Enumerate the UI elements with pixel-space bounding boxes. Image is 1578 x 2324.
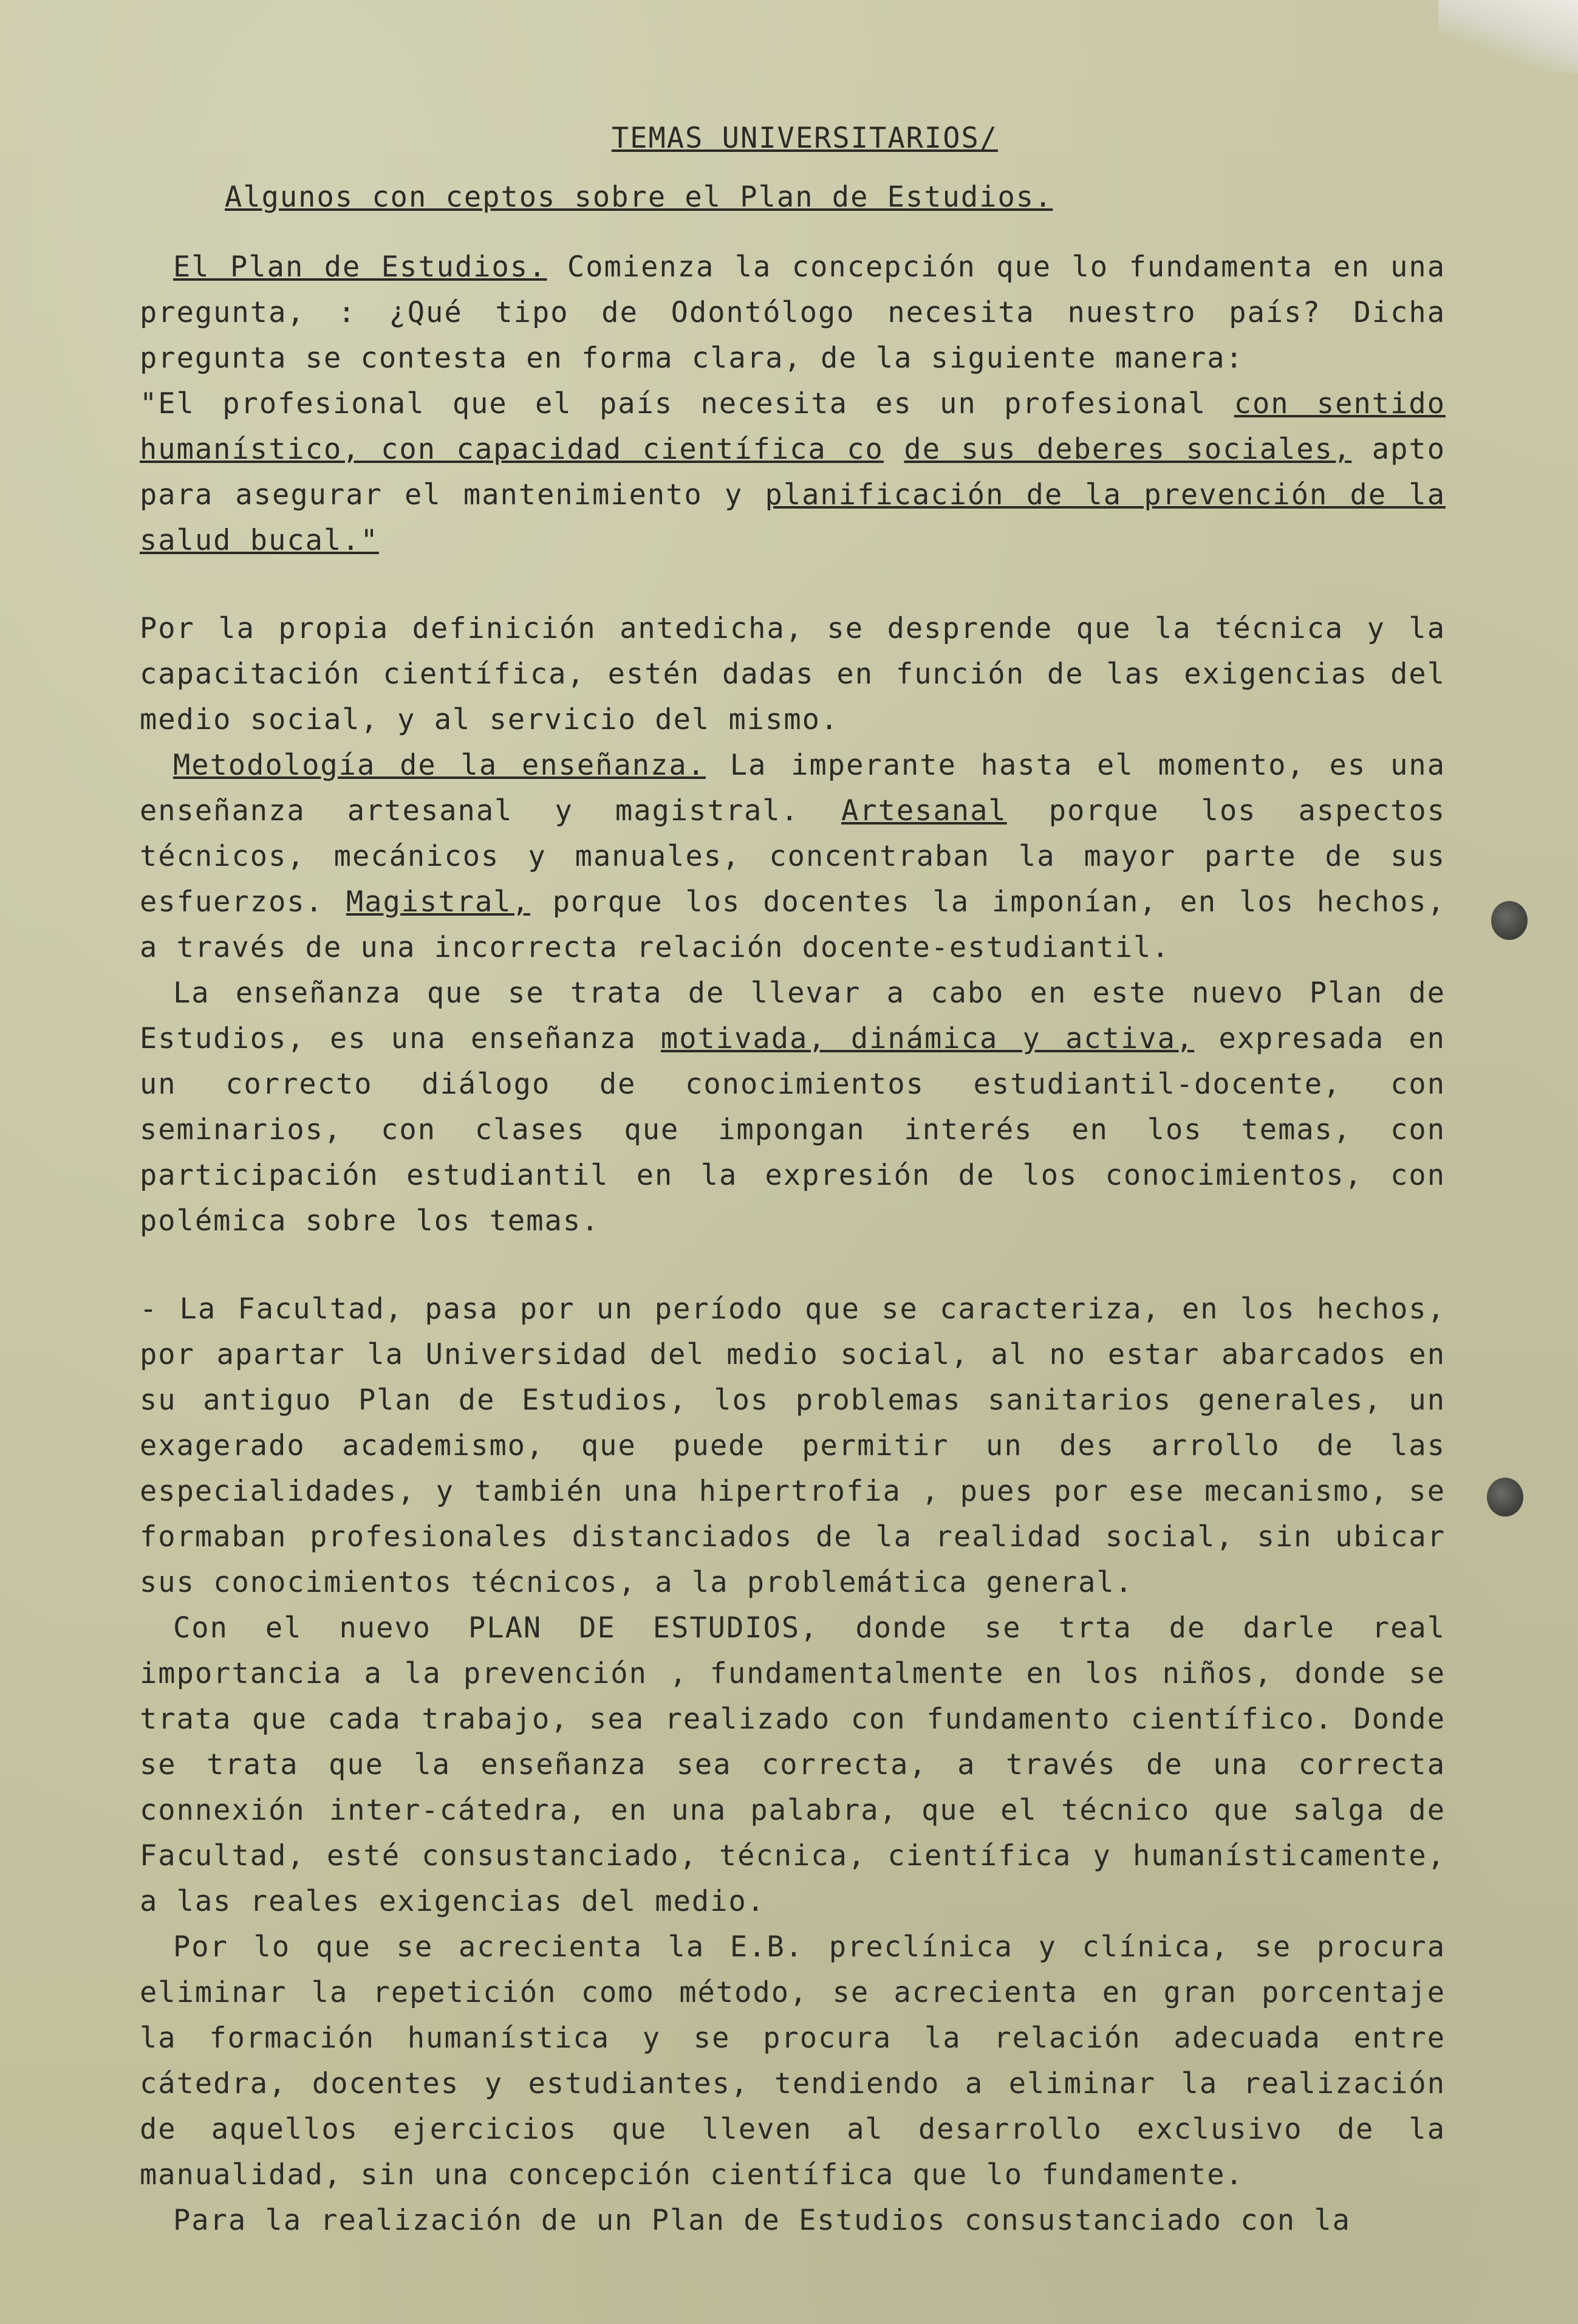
- section-heading-metodologia: Metodología de la enseñanza.: [173, 749, 706, 782]
- punch-hole-lower: [1487, 1478, 1523, 1517]
- paragraph-gap: [140, 1244, 1446, 1286]
- paragraph-acrecienta: Por lo que se acrecienta la E.B. preclínica y clínica, se procura eliminar la repetición como método, se acrecienta en gran porcentaje la formación humanística y se procura la relación adecuada entre cátedra, docentes y estudiantes, tendiendo a eliminar la realización de aquellos ejercicios que lleven al desarrollo exclusivo de la manualidad, sin una concepción científica que lo fundamente.: [140, 1930, 1446, 2192]
- quote-gap: [884, 433, 904, 466]
- paragraph-facultad: - La Facultad, pasa por un período que se caracteriza, en los hechos, por apartar la Universidad del medio social, al no estar abarcados en su antiguo Plan de Estudios, los problemas sanitarios generales, un exagerado academismo, que puede permitir un des arrollo de las especialidades, y también una hipertrofia , pues por ese mecanismo, se formaban profesionales distanciados de la realidad social, sin ubicar sus conocimientos técnicos, a la problemática general.: [140, 1292, 1446, 1599]
- document-subtitle: Algunos con ceptos sobre el Plan de Estudios.: [225, 180, 1053, 214]
- paragraph-text: expresada en un correcto diálogo de conocimientos estudiantil-docente, con seminarios, con clases que impongan interés en los temas, con participación estudiantil en la expresión de los conocimientos, con polémica sobre los temas.: [140, 1022, 1446, 1238]
- paragraph-metodologia: [140, 742, 1446, 970]
- paragraph-nuevo-plan: Con el nuevo PLAN DE ESTUDIOS, donde se trta de darle real importancia a la prevención , fundamentalmente en los niños, donde se trata que cada trabajo, sea realizado con fundamento científico. Donde se trata que la enseñanza sea correcta, a través de una correcta connexión inter-cátedra, en una palabra, que el técnico que salga de Facultad, esté consustanciado, técnica, científica y humanísticamente, a las reales exigencias del medio.: [140, 1611, 1446, 1918]
- term-magistral: Magistral,: [346, 885, 530, 919]
- quote-underlined: planificación de la prevención: [765, 478, 1328, 512]
- paragraph-definicion: Por la propia definición antedicha, se desprende que la técnica y la capacitación científica, estén dadas en función de las exigencias del medio social, y al servicio del mismo.: [140, 612, 1446, 736]
- section-heading-plan: El Plan de Estudios.: [173, 250, 547, 284]
- paragraph-text: La imperante hasta el momento, es una enseñanza artesanal y magistral.: [140, 749, 1446, 828]
- paragraph-plan-de-estudios: [140, 244, 1446, 381]
- document-body: [140, 115, 1446, 2243]
- quote-underlined: con sentido humanístico, con capacidad científica co: [140, 387, 1446, 466]
- paragraph-quote: [140, 381, 1446, 563]
- term-artesanal: Artesanal: [841, 794, 1007, 828]
- paragraph-ensenanza: [140, 970, 1446, 1244]
- paragraph-text: Comienza la concepción que lo fundamenta en una pregunta, : ¿Qué tipo de Odontólogo necesita nuestro país? Dicha pregunta se contesta en forma clara, de la siguiente manera:: [140, 250, 1446, 375]
- quote-text: de la salud bucal.": [140, 478, 1446, 557]
- quote-text: "El profesional que el país necesita es un profesional: [140, 387, 1234, 420]
- paragraph-text: porque los docentes la imponían, en los hechos, a través de una incorrecta relación docente-estudiantil.: [140, 885, 1446, 964]
- paragraph-realizacion: Para la realización de un Plan de Estudios consustanciado con la: [173, 2204, 1351, 2237]
- quote-underlined: de sus deberes sociales,: [904, 433, 1352, 466]
- quote-text: apto para asegurar el mantenimiento y: [140, 433, 1446, 512]
- page-corner-fold: [1438, 0, 1578, 73]
- paragraph-text: La enseñanza que se trata de llevar a cabo en este nuevo Plan de Estudios, es una enseñanza: [140, 976, 1446, 1055]
- paragraph-text: porque los aspectos técnicos, mecánicos y manuales, concentraban la mayor parte de sus esfuerzos.: [140, 794, 1446, 919]
- document-title: TEMAS UNIVERSITARIOS/: [611, 122, 999, 155]
- terms-motivada: motivada, dinámica y activa,: [660, 1022, 1195, 1055]
- punch-hole-upper: [1491, 901, 1528, 940]
- paragraph-gap: [140, 563, 1446, 606]
